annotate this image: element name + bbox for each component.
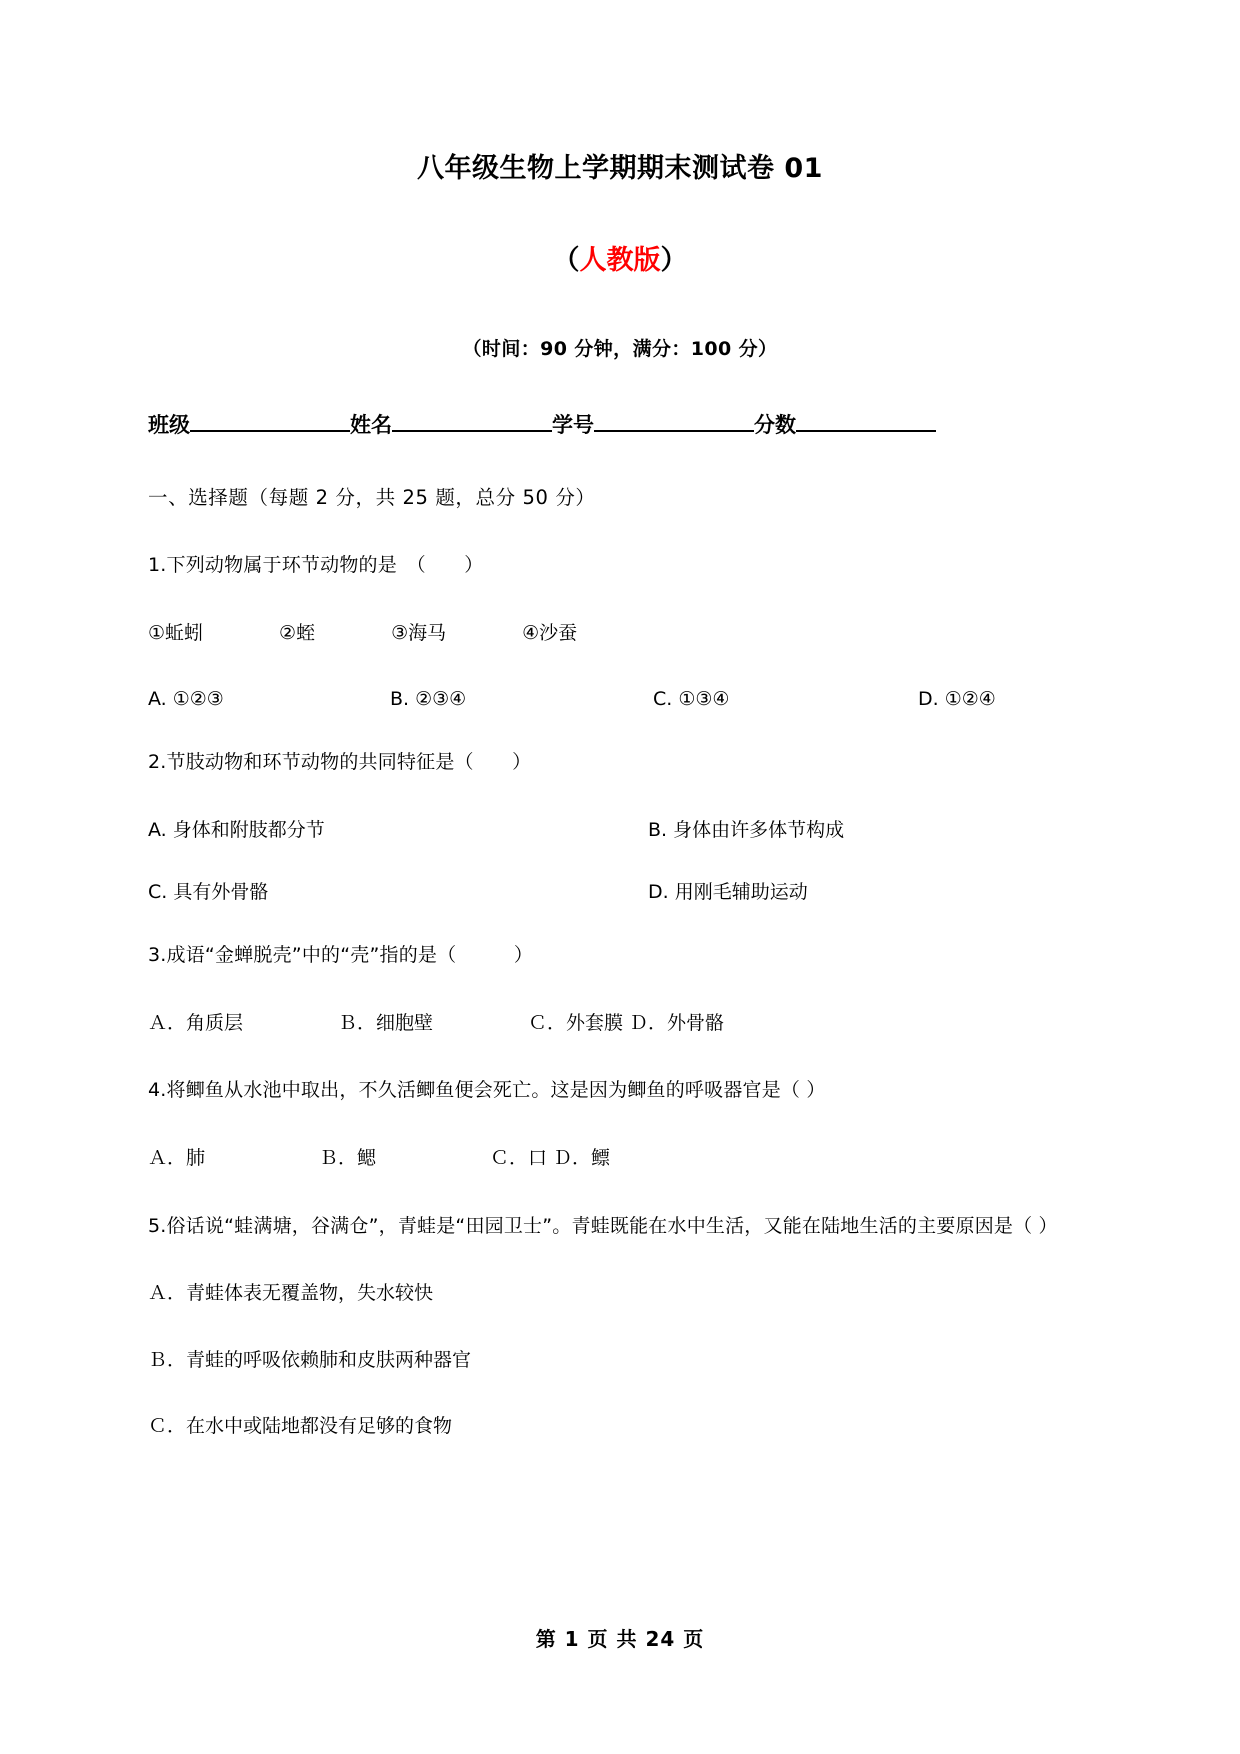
question-3-options[interactable]: Ａ．角质层 Ｂ．细胞壁 Ｃ．外套膜 Ｄ．外骨骼 [148, 1011, 725, 1034]
question-1-options [148, 647, 1092, 709]
score-label: 分数 [754, 412, 796, 437]
question-stem-1: 1.下列动物属于环节动物的是 （ ） [148, 554, 484, 577]
edition-subtitle [148, 185, 1092, 277]
student-id-label: 学号 [552, 412, 594, 437]
question-2-option-d[interactable]: D. 用刚毛辅助运动 [648, 881, 808, 904]
question-1-items: ①蚯蚓 ②蛭 ③海马 ④沙蚕 [148, 621, 578, 644]
question-stem-5: 5.俗话说“蛙满塘，谷满仓”，青蛙是“田园卫士”。青蛙既能在水中生活，又能在陆地生活的主要原因是（ ） [148, 1214, 1058, 1237]
question-2-option-a[interactable]: A. 身体和附肢都分节 [148, 819, 325, 842]
student-id-field[interactable] [594, 430, 754, 432]
question-2-options-row-1 [148, 778, 1092, 840]
question-1-option-a[interactable]: A. ①②③ [148, 688, 224, 711]
question-2-option-b[interactable]: B. 身体由许多体节构成 [648, 819, 845, 842]
question-5-option-b[interactable]: Ｂ．青蛙的呼吸依赖肺和皮肤两种器官 [148, 1348, 472, 1371]
name-field[interactable] [392, 430, 552, 432]
question-1-option-b[interactable]: B. ②③④ [390, 688, 467, 711]
student-info-line [148, 361, 1092, 439]
edition-close-paren: ） [660, 245, 688, 277]
exam-time-and-score: （时间：90 分钟，满分：100 分） [462, 337, 778, 360]
question-stem-4: 4.将鲫鱼从水池中取出，不久活鲫鱼便会死亡。这是因为鲫鱼的呼吸器官是（ ） [148, 1079, 826, 1102]
class-label: 班级 [148, 412, 190, 437]
edition-label: 人教版 [579, 245, 661, 277]
question-5-option-a[interactable]: Ａ．青蛙体表无覆盖物，失水较快 [148, 1282, 434, 1305]
page-content [148, 0, 1092, 1441]
question-1-option-c[interactable]: C. ①③④ [653, 688, 730, 711]
page-title: 八年级生物上学期期末测试卷 01 [417, 153, 823, 184]
question-2-options-row-2 [148, 840, 1092, 902]
edition-open-paren: （ [552, 245, 580, 277]
question-stem-3: 3.成语“金蝉脱壳”中的“壳”指的是（ ） [148, 944, 534, 967]
score-field[interactable] [796, 430, 936, 432]
question-stem-2: 2.节肢动物和环节动物的共同特征是（ ） [148, 751, 532, 774]
section-heading-choice: 一、选择题（每题 2 分，共 25 题，总分 50 分） [148, 485, 596, 509]
question-5-option-c[interactable]: Ｃ．在水中或陆地都没有足够的食物 [148, 1415, 453, 1438]
class-field[interactable] [190, 430, 350, 432]
question-2-option-c[interactable]: C. 具有外骨骼 [148, 881, 269, 904]
page-footer: 第 1 页 共 24 页 [535, 1627, 705, 1651]
question-1-option-d[interactable]: D. ①②④ [918, 688, 996, 711]
question-4-options[interactable]: Ａ．肺 Ｂ．鳃 Ｃ．口 Ｄ．鳔 [148, 1147, 611, 1170]
name-label: 姓名 [350, 412, 392, 437]
